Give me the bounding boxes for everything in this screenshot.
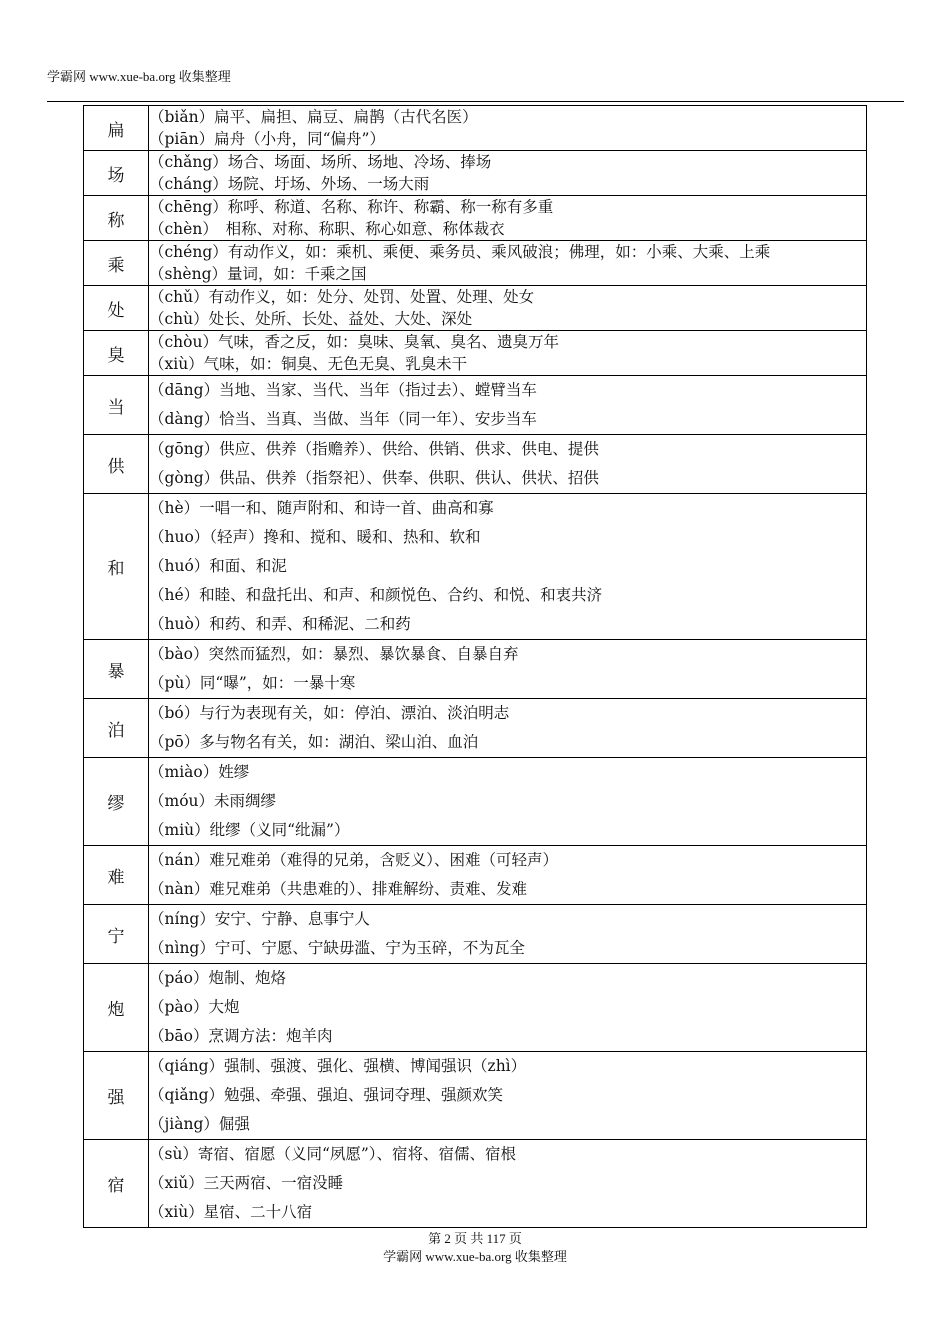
table-row xyxy=(84,331,867,376)
character-cell: 臭 xyxy=(84,331,149,376)
reading-line: （xiù）气味，如：铜臭、无色无臭、乳臭未干 xyxy=(149,355,468,373)
reading-line: （chéng）有动作义，如：乘机、乘便、乘务员、乘风破浪；佛理，如：小乘、大乘、上乘 xyxy=(149,243,771,261)
readings-cell xyxy=(149,494,867,640)
reading-line: （pù）同“曝”，如：一暴十寒 xyxy=(149,674,356,692)
table-row xyxy=(84,151,867,196)
reading-line: （gōng）供应、供养（指赡养）、供给、供销、供求、供电、提供 xyxy=(149,440,599,458)
readings-cell xyxy=(149,1140,867,1228)
reading-line: （chòu）气味，香之反，如：臭味、臭氧、臭名、遗臭万年 xyxy=(149,333,559,351)
reading-line: （huó）和面、和泥 xyxy=(149,557,287,575)
reading-line: （sù）寄宿、宿愿（义同“夙愿”）、宿将、宿儒、宿根 xyxy=(149,1145,517,1163)
reading-line: （hé）和睦、和盘托出、和声、和颜悦色、合约、和悦、和衷共济 xyxy=(149,586,603,604)
reading-line: （bāo）烹调方法：炮羊肉 xyxy=(149,1027,333,1045)
character-cell: 强 xyxy=(84,1052,149,1140)
table-row xyxy=(84,376,867,435)
character-cell: 宁 xyxy=(84,905,149,964)
reading-line: （jiàng）倔强 xyxy=(149,1115,250,1133)
reading-line: （móu）未雨绸缪 xyxy=(149,792,277,810)
reading-line: （pào）大炮 xyxy=(149,998,240,1016)
readings-cell xyxy=(149,435,867,494)
readings-cell xyxy=(149,241,867,286)
reading-line: （miào）姓缪 xyxy=(149,763,250,781)
readings-cell xyxy=(149,758,867,846)
character-cell: 当 xyxy=(84,376,149,435)
reading-line: （dàng）恰当、当真、当做、当年（同一年）、安步当车 xyxy=(149,410,537,428)
table-row xyxy=(84,435,867,494)
reading-line: （gòng）供品、供养（指祭祀）、供奉、供职、供认、供状、招供 xyxy=(149,469,599,487)
readings-cell xyxy=(149,106,867,151)
reading-line: （nàn）难兄难弟（共患难的）、排难解纷、责难、发难 xyxy=(149,880,527,898)
character-cell: 宿 xyxy=(84,1140,149,1228)
table-row xyxy=(84,286,867,331)
reading-line: （huo）（轻声）搀和、搅和、暖和、热和、软和 xyxy=(149,528,481,546)
readings-cell xyxy=(149,640,867,699)
reading-line: （nán）难兄难弟（难得的兄弟，含贬义）、困难（可轻声） xyxy=(149,851,558,869)
reading-line: （chǎng）场合、场面、场所、场地、冷场、捧场 xyxy=(149,153,492,171)
reading-line: （chǔ）有动作义，如：处分、处罚、处置、处理、处女 xyxy=(149,288,535,306)
reading-line: （pō）多与物名有关，如：湖泊、梁山泊、血泊 xyxy=(149,733,479,751)
table-row xyxy=(84,846,867,905)
character-cell: 暴 xyxy=(84,640,149,699)
table-row xyxy=(84,964,867,1052)
table-row xyxy=(84,494,867,640)
reading-line: （chù）处长、处所、长处、益处、大处、深处 xyxy=(149,310,473,328)
reading-line: （nìng）宁可、宁愿、宁缺毋滥、宁为玉碎，不为瓦全 xyxy=(149,939,525,957)
reading-line: （biǎn）扁平、扁担、扁豆、扁鹊（古代名医） xyxy=(149,108,478,126)
character-cell: 场 xyxy=(84,151,149,196)
table-row xyxy=(84,1140,867,1228)
table-row xyxy=(84,758,867,846)
table-row xyxy=(84,1052,867,1140)
reading-line: （chēng）称呼、称道、名称、称许、称霸、称一称有多重 xyxy=(149,198,554,216)
readings-cell xyxy=(149,286,867,331)
polyphone-table xyxy=(83,105,867,1228)
character-cell: 乘 xyxy=(84,241,149,286)
header-rule xyxy=(47,101,904,102)
character-cell: 泊 xyxy=(84,699,149,758)
readings-cell xyxy=(149,964,867,1052)
character-cell: 称 xyxy=(84,196,149,241)
readings-cell xyxy=(149,699,867,758)
reading-line: （bào）突然而猛烈，如：暴烈、暴饮暴食、自暴自弃 xyxy=(149,645,519,663)
reading-line: （chèn） 相称、对称、称职、称心如意、称体裁衣 xyxy=(149,220,505,238)
readings-cell xyxy=(149,905,867,964)
table-row xyxy=(84,640,867,699)
reading-line: （xiù）星宿、二十八宿 xyxy=(149,1203,313,1221)
readings-cell xyxy=(149,331,867,376)
page-header: 学霸网 www.xue-ba.org 收集整理 xyxy=(47,69,231,84)
readings-cell xyxy=(149,376,867,435)
reading-line: （shèng）量词，如：千乘之国 xyxy=(149,265,367,283)
character-cell: 扁 xyxy=(84,106,149,151)
reading-line: （bó）与行为表现有关，如：停泊、漂泊、淡泊明志 xyxy=(149,704,510,722)
reading-line: （huò）和药、和弄、和稀泥、二和药 xyxy=(149,615,411,633)
reading-line: （páo）炮制、炮烙 xyxy=(149,969,286,987)
reading-line: （piān）扁舟（小舟，同“偏舟”） xyxy=(149,130,385,148)
reading-line: （qiǎng）勉强、牵强、强迫、强词夺理、强颜欢笑 xyxy=(149,1086,504,1104)
character-cell: 炮 xyxy=(84,964,149,1052)
reading-line: （cháng）场院、圩场、外场、一场大雨 xyxy=(149,175,430,193)
character-cell: 缪 xyxy=(84,758,149,846)
reading-line: （níng）安宁、宁静、息事宁人 xyxy=(149,910,370,928)
page-footer: 学霸网 www.xue-ba.org 收集整理 xyxy=(383,1249,567,1264)
reading-line: （qiáng）强制、强渡、强化、强横、博闻强识（zhì） xyxy=(149,1057,527,1075)
character-cell: 处 xyxy=(84,286,149,331)
table-row xyxy=(84,699,867,758)
table-row xyxy=(84,905,867,964)
readings-cell xyxy=(149,196,867,241)
readings-cell xyxy=(149,151,867,196)
readings-cell xyxy=(149,1052,867,1140)
reading-line: （miù）纰缪（义同“纰漏”） xyxy=(149,821,350,839)
readings-cell xyxy=(149,846,867,905)
character-cell: 和 xyxy=(84,494,149,640)
table-row xyxy=(84,241,867,286)
table-row xyxy=(84,106,867,151)
character-cell: 难 xyxy=(84,846,149,905)
character-cell: 供 xyxy=(84,435,149,494)
table-row xyxy=(84,196,867,241)
reading-line: （dāng）当地、当家、当代、当年（指过去）、螳臂当车 xyxy=(149,381,537,399)
page-number: 第 2 页 共 117 页 xyxy=(428,1231,522,1246)
reading-line: （xiǔ）三天两宿、一宿没睡 xyxy=(149,1174,344,1192)
reading-line: （hè）一唱一和、随声附和、和诗一首、曲高和寡 xyxy=(149,499,494,517)
